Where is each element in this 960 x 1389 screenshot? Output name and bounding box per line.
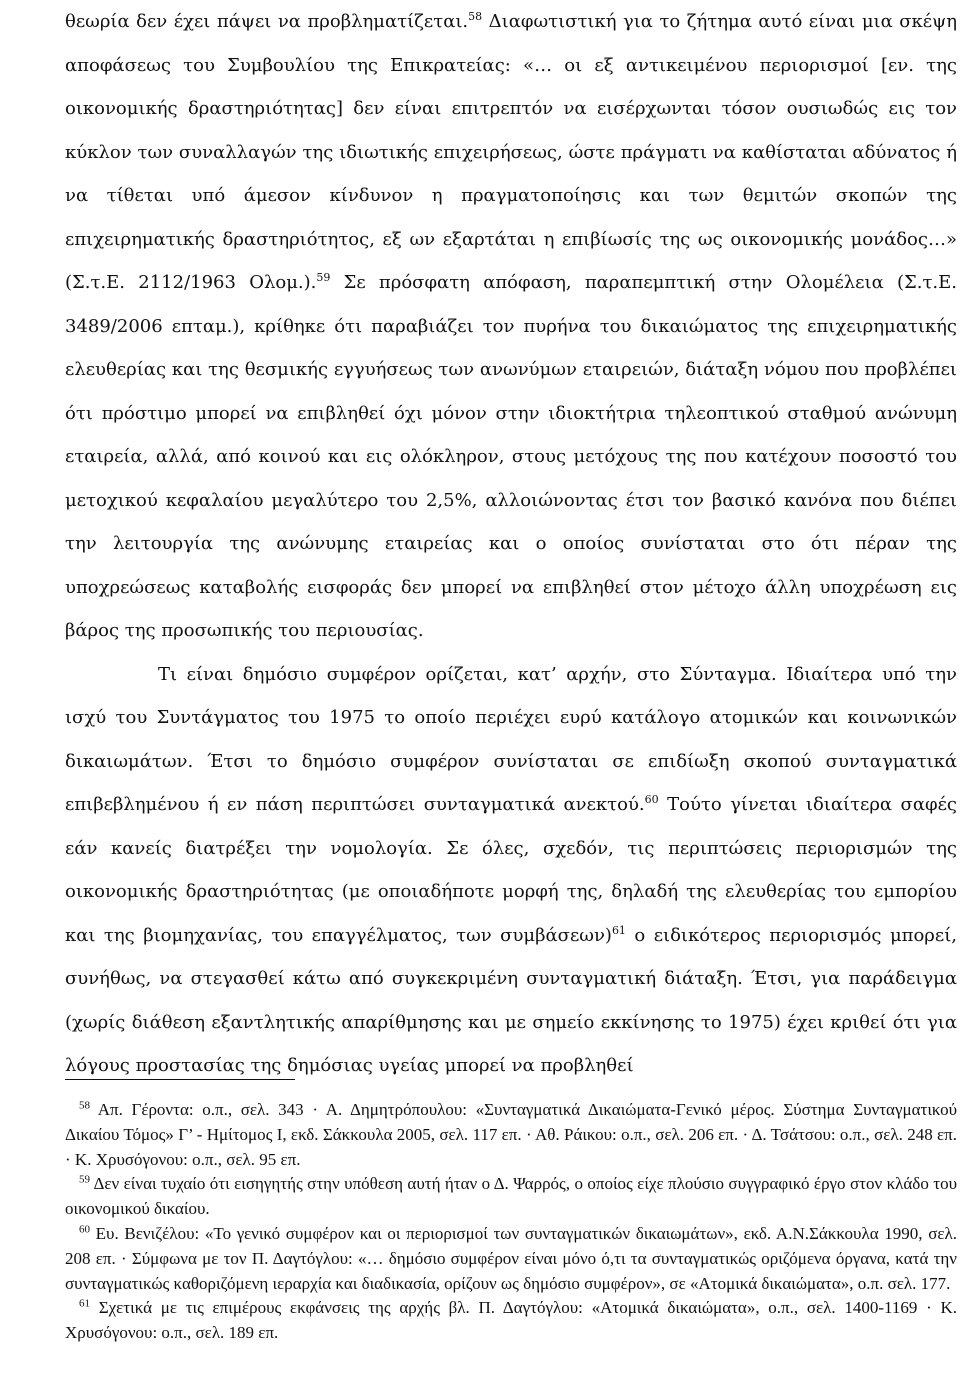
footnote-text: Ευ. Βενιζέλου: «Το γενικό συμφέρον και οι περιορισμοί των συνταγματικών δικαιωμάτων», εκδ. Α.Ν.Σάκκουλα 1990, σελ. 208 επ. · Σύμφωνα με τον Π. Δαγτόγλου: «… δημόσιο συμφέρον είναι μόνο ό,τι τα συνταγματικώς οριζόμενα όργανα, κατά την συνταγματικώς καθοριζόμενη ιεραρχία και διαδικασία, ορίζουν ως δημόσιο συμφέρον», σε «Ατομικά δικαιώματα», ο.π. σελ. 177. [65,1223,957,1293]
footnote-separator [65,1079,295,1080]
footnotes [65,1098,957,1346]
paragraph-1 [65,0,957,653]
main-text [65,0,957,1088]
footnote-58 [65,1098,957,1172]
paragraph-1-text-c: Σε πρόσφατη απόφαση, παραπεμπτική στην Ολομέλεια (Σ.τ.Ε. 3489/2006 επταμ.), κρίθηκε ότι παραβιάζει τον πυρήνα του δικαιώματος της επιχειρηματικής ελευθερίας και της θεσμικής εγγυήσεως των ανωνύμων εταιρειών, διάταξη νόμου που προβλέπει ότι πρόστιμο μπορεί να επιβληθεί όχι μόνον στην ιδιοκτήτρια τηλεοπτικού σταθμού ανώνυμη εταιρεία, αλλά, από κοινού και εις ολόκληρον, στους μετόχους της που κατέχουν ποσοστό του μετοχικού κεφαλαίου μεγαλύτερο του 2,5%, αλλοιώνοντας έτσι τον βασικό κανόνα που διέπει την λειτουργία της ανώνυμης εταιρείας και ο οποίος συνίσταται στο ότι πέραν της υποχρεώσεως καταβολής εισφοράς δεν μπορεί να επιβληθεί στον μέτοχο άλλη υποχρέωση εις βάρος της προσωπικής του περιουσίας. [65,272,957,641]
paragraph-1-text-a: θεωρία δεν έχει πάψει να προβληματίζεται. [65,11,469,32]
footnote-ref-59[interactable]: 59 [316,271,331,284]
footnote-ref-61[interactable]: 61 [611,923,626,937]
footnote-text: Απ. Γέροντα: ο.π., σελ. 343 · Α. Δημητρόπουλου: «Συνταγματικά Δικαιώματα-Γενικό μέρος. Σύστημα Συνταγματικού Δικαίου Τόμος» Γ’ - Ημίτομος Ι, εκδ. Σάκκουλα 2005, σελ. 117 επ. · Αθ. Ράικου: ο.π., σελ. 206 επ. · Δ. Τσάτσου: ο.π., σελ. 248 επ. · Κ. Χρυσόγονου: ο.π., σελ. 95 επ. [65,1100,957,1169]
footnote-number: 58 [79,1099,90,1112]
footnote-ref-60[interactable]: 60 [644,793,659,806]
footnote-61 [65,1296,957,1346]
footnote-ref-58[interactable]: 58 [468,10,483,23]
footnote-60 [65,1222,957,1296]
footnote-59 [65,1172,957,1222]
footnote-number: 59 [79,1173,90,1186]
paragraph-2-text-a: Τι είναι δημόσιο συμφέρον ορίζεται, κατ’ αρχήν, στο Σύνταγμα. Ιδιαίτερα υπό την ισχύ του Συντάγματος του 1975 το οποίο περιέχει ευρύ κατάλογο ατομικών και κοινωνικών δικαιωμάτων. Έτσι το δημόσιο συμφέρον συνίσταται σε επιδίωξη σκοπού συνταγματικά επιβεβλημένου ή εν πάση περιπτώσει συνταγματικά ανεκτού. [65,663,957,815]
footnote-number: 61 [79,1297,90,1310]
footnote-text: Δεν είναι τυχαίο ότι εισηγητής στην υπόθεση αυτή ήταν ο Δ. Ψαρρός, ο οποίος είχε πλούσιο συγγραφικό έργο στον κλάδο του οικονομικού δικαίου. [65,1174,957,1219]
footnote-text: Σχετικά με τις επιμέρους εκφάνσεις της αρχής βλ. Π. Δαγτόγλου: «Ατομικά δικαιώματα», ο.π., σελ. 1400-1169 · Κ. Χρυσόγονου: ο.π., σελ. 189 επ. [65,1298,957,1343]
paragraph-2-text-c: ο ειδικότερος περιορισμός μπορεί, συνήθως, να στεγασθεί κάτω από συγκεκριμένη συνταγματική διάταξη. Έτσι, για παράδειγμα (χωρίς διάθεση εξαντλητικής απαρίθμησης και με σημείο εκκίνησης το 1975) έχει κριθεί ότι για λόγους προστασίας της δημόσιας υγείας μπορεί να προβληθεί [65,924,957,1076]
paragraph-2-text-b: Τούτο γίνεται ιδιαίτερα σαφές εάν κανείς διατρέξει την νομολογία. Σε όλες, σχεδόν, τις περιπτώσεις περιορισμών της οικονομικής δραστηριότητας (με οποιαδήποτε μορφή της, δηλαδή της ελευθερίας του εμπορίου και της βιομηχανίας, του επαγγέλματος, των συμβάσεων) [65,794,958,946]
paragraph-1-text-b: Διαφωτιστική για το ζήτημα αυτό είναι μια σκέψη αποφάσεως του Συμβουλίου της Επικρατείας: «… οι εξ αντικειμένου περιορισμοί [εν. της οικονομικής δραστηριότητας] δεν είναι επιτρεπτόν να εισέρχωνται τόσον ουσιωδώς εις τον κύκλον των συναλλαγών της ιδιωτικής επιχειρήσεως, ώστε πράγματι να καθίσταται αδύνατος ή να τίθεται υπό άμεσον κίνδυνον η πραγματοποίησις και των θεμιτών σκοπών της επιχειρηματικής δραστηριότητος, εξ ων εξαρτάται η επιβίωσίς της ως οικονομικής μονάδος…» (Σ.τ.Ε. 2112/1963 Ολομ.). [65,11,958,293]
paragraph-2 [65,653,957,1088]
footnote-number: 60 [79,1223,90,1236]
